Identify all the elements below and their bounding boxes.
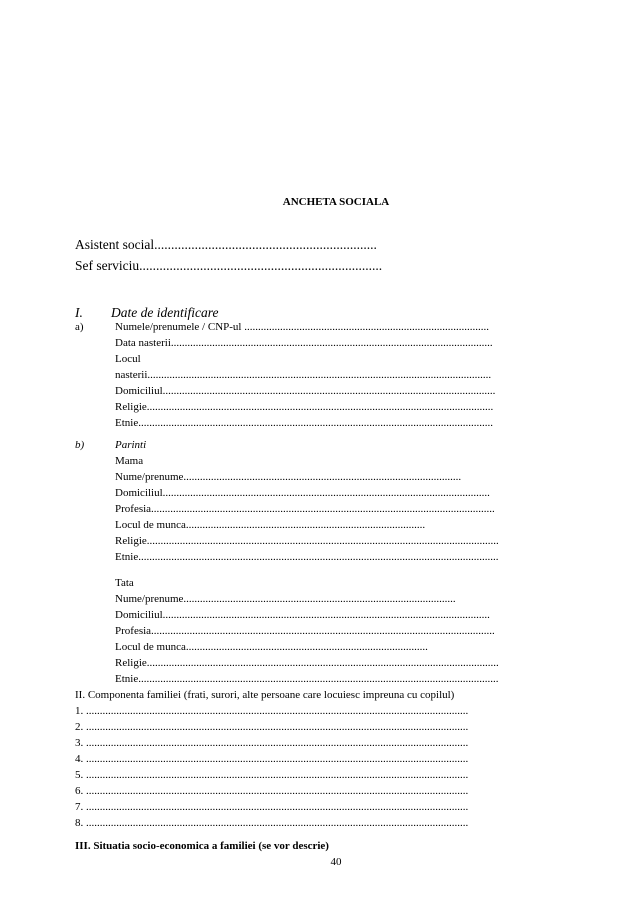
field-nume-cnp: Numele/prenumele / CNP-ul ......................................................................................... <box>115 321 489 333</box>
mama-locul-de-munca: Locul de munca....................................................................................... <box>115 519 426 531</box>
page-number: 40 <box>330 856 342 868</box>
subsection-b-title: Parinti <box>115 439 147 451</box>
document-title: ANCHETA SOCIALA <box>282 196 390 208</box>
family-row: 6. ........................................................................................................................................... <box>75 785 469 797</box>
tata-nume-prenume: Nume/prenume................................................................................................... <box>115 593 456 605</box>
family-row: 8. ........................................................................................................................................... <box>75 817 469 829</box>
tata-label: Tata <box>115 577 134 589</box>
tata-etnie: Etnie................................................................................................................................... <box>115 673 499 685</box>
mama-etnie: Etnie................................................................................................................................... <box>115 551 499 563</box>
family-row: 2. ........................................................................................................................................... <box>75 721 469 733</box>
section-1-number: I. <box>75 305 83 320</box>
header-asistent-social: Asistent social.................................................................. <box>75 237 377 252</box>
family-row: 3. ........................................................................................................................................... <box>75 737 469 749</box>
field-data-nasterii: Data nasterii..................................................................................................................... <box>115 337 493 349</box>
mama-label: Mama <box>115 455 144 467</box>
section-3-title: III. Situatia socio-economica a familiei (se vor descrie) <box>75 840 329 852</box>
mama-domiciliul: Domiciliul....................................................................................................................... <box>115 487 490 499</box>
mama-religie: Religie................................................................................................................................ <box>115 535 499 547</box>
mama-profesia: Profesia............................................................................................................................. <box>115 503 495 515</box>
section-1-title: Date de identificare <box>111 305 219 320</box>
mama-nume-prenume: Nume/prenume..................................................................................................... <box>115 471 462 483</box>
family-row: 7. ........................................................................................................................................... <box>75 801 469 813</box>
field-domiciliul: Domiciliul......................................................................................................................... <box>115 385 496 397</box>
family-row: 5. ........................................................................................................................................... <box>75 769 469 781</box>
family-row: 4. ........................................................................................................................................... <box>75 753 469 765</box>
field-locul-label: Locul <box>115 353 141 365</box>
subsection-a-marker: a) <box>75 321 84 333</box>
tata-locul-de-munca: Locul de munca........................................................................................ <box>115 641 428 653</box>
subsection-b-marker: b) <box>75 439 85 451</box>
family-row: 1. ........................................................................................................................................... <box>75 705 469 717</box>
tata-domiciliul: Domiciliul....................................................................................................................... <box>115 609 490 621</box>
tata-profesia: Profesia............................................................................................................................. <box>115 625 495 637</box>
field-etnie: Etnie................................................................................................................................. <box>115 417 493 429</box>
field-religie: Religie.............................................................................................................................. <box>115 401 494 413</box>
tata-religie: Religie................................................................................................................................ <box>115 657 499 669</box>
field-locul-nasterii: nasterii............................................................................................................................. <box>115 369 492 381</box>
section-2-title: II. Componenta familiei (frati, surori, alte persoane care locuiesc impreuna cu copilul) <box>75 689 455 701</box>
header-sef-serviciu: Sef serviciu........................................................................ <box>75 258 383 273</box>
